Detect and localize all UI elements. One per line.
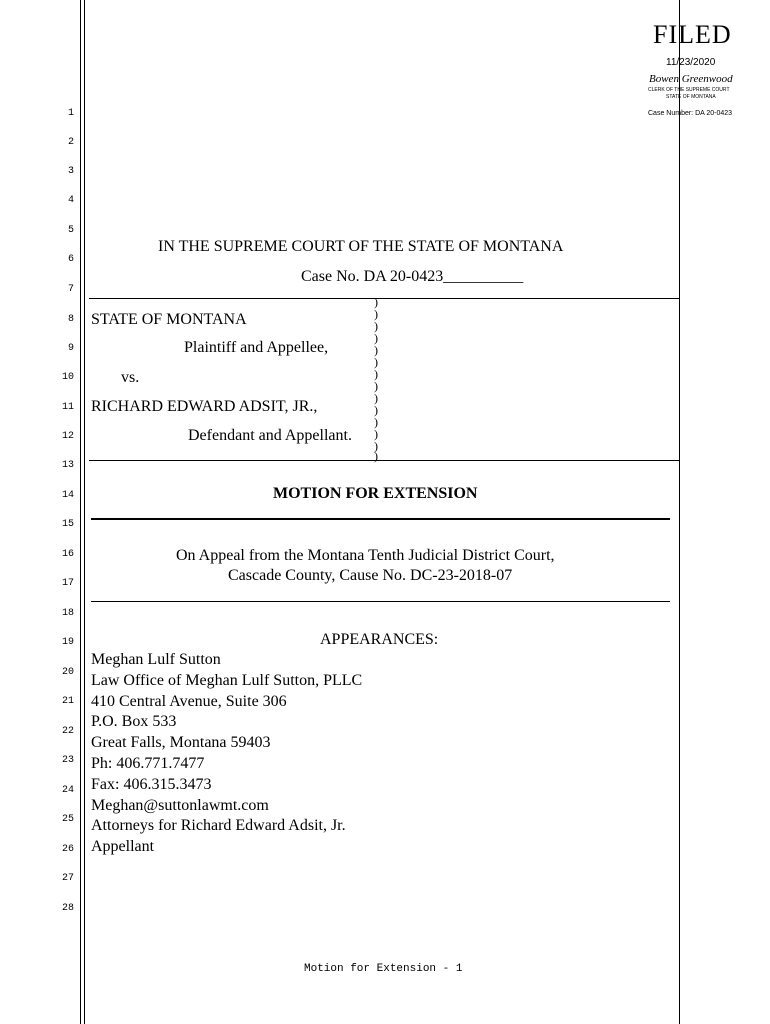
line-number: 3 [67, 166, 74, 177]
clerk-signature: Bowen Greenwood [649, 73, 733, 85]
line-number: 5 [67, 225, 74, 236]
counsel-phone: Ph: 406.771.7477 [91, 754, 205, 772]
counsel-fax: Fax: 406.315.3473 [91, 775, 212, 793]
line-number: 19 [61, 637, 74, 648]
line-number: 17 [61, 578, 74, 589]
title-rule [91, 518, 670, 520]
line-number: 14 [61, 490, 74, 501]
counsel-email: Meghan@suttonlawmt.com [91, 796, 269, 814]
caption-paren: ) [374, 415, 378, 429]
line-number: 21 [61, 696, 74, 707]
caption-top-rule [89, 298, 679, 299]
case-number: Case No. DA 20-0423__________ [301, 268, 524, 285]
counsel-role: Attorneys for Richard Edward Adsit, Jr. [91, 817, 346, 835]
clerk-title: CLERK OF THE SUPREME COURT [648, 87, 730, 93]
line-number: 25 [61, 814, 74, 825]
appeal-from-line-1: On Appeal from the Montana Tenth Judicial District Court, [176, 547, 555, 564]
line-number: 27 [61, 873, 74, 884]
counsel-block [91, 650, 362, 858]
caption-paren: ) [374, 343, 378, 357]
appearances-heading: APPEARANCES: [320, 631, 439, 648]
line-number: 16 [61, 549, 74, 560]
caption-paren: ) [374, 331, 378, 345]
court-title: IN THE SUPREME COURT OF THE STATE OF MONTANA [158, 238, 564, 255]
line-number: 4 [67, 195, 74, 206]
page-footer: Motion for Extension - 1 [304, 963, 463, 975]
line-number: 24 [61, 785, 74, 796]
line-number: 26 [61, 844, 74, 855]
line-number: 12 [61, 431, 74, 442]
caption-paren: ) [374, 307, 378, 321]
caption-paren: ) [374, 379, 378, 393]
line-number: 2 [67, 137, 74, 148]
caption-bottom-rule [89, 460, 679, 461]
caption-paren: ) [374, 427, 378, 441]
counsel-city: Great Falls, Montana 59403 [91, 734, 271, 752]
counsel-firm: Law Office of Meghan Lulf Sutton, PLLC [91, 671, 363, 689]
defendant-role: Defendant and Appellant. [188, 427, 352, 444]
caption-paren: ) [374, 295, 378, 309]
motion-title: MOTION FOR EXTENSION [273, 485, 478, 502]
line-number: 20 [61, 667, 74, 678]
counsel-street: 410 Central Avenue, Suite 306 [91, 692, 287, 710]
caption-paren: ) [374, 367, 378, 381]
line-number: 13 [61, 460, 74, 471]
clerk-state: STATE OF MONTANA [666, 94, 716, 100]
left-margin-rule-inner [84, 0, 85, 1024]
line-number: 8 [67, 314, 74, 325]
counsel-po-box: P.O. Box 533 [91, 713, 177, 731]
line-number: 9 [67, 343, 74, 354]
line-number: 22 [61, 726, 74, 737]
versus-label: vs. [121, 369, 140, 386]
filed-date: 11/23/2020 [666, 57, 716, 68]
plaintiff-name: STATE OF MONTANA [91, 311, 247, 328]
line-number: 15 [61, 519, 74, 530]
caption-paren: ) [374, 319, 378, 333]
appeal-rule [91, 601, 670, 602]
line-number: 1 [67, 108, 74, 119]
stamp-case-number: Case Number: DA 20-0423 [648, 110, 733, 117]
caption-paren: ) [374, 403, 378, 417]
defendant-name: RICHARD EDWARD ADSIT, JR., [91, 398, 318, 415]
caption-paren: ) [374, 449, 378, 463]
caption-paren: ) [374, 391, 378, 405]
line-number: 23 [61, 755, 74, 766]
line-number: 7 [67, 284, 74, 295]
line-number: 10 [61, 372, 74, 383]
right-margin-rule [679, 0, 680, 1024]
line-number: 6 [67, 254, 74, 265]
line-number: 28 [61, 903, 74, 914]
line-number: 18 [61, 608, 74, 619]
line-number: 11 [61, 402, 74, 413]
left-margin-rule-outer [80, 0, 81, 1024]
filed-label: FILED [653, 20, 732, 49]
caption-paren: ) [374, 355, 378, 369]
counsel-name: Meghan Lulf Sutton [91, 651, 221, 668]
plaintiff-role: Plaintiff and Appellee, [184, 339, 329, 356]
caption-paren: ) [374, 439, 378, 453]
counsel-party: Appellant [91, 838, 155, 856]
appeal-from-line-2: Cascade County, Cause No. DC-23-2018-07 [228, 567, 513, 584]
